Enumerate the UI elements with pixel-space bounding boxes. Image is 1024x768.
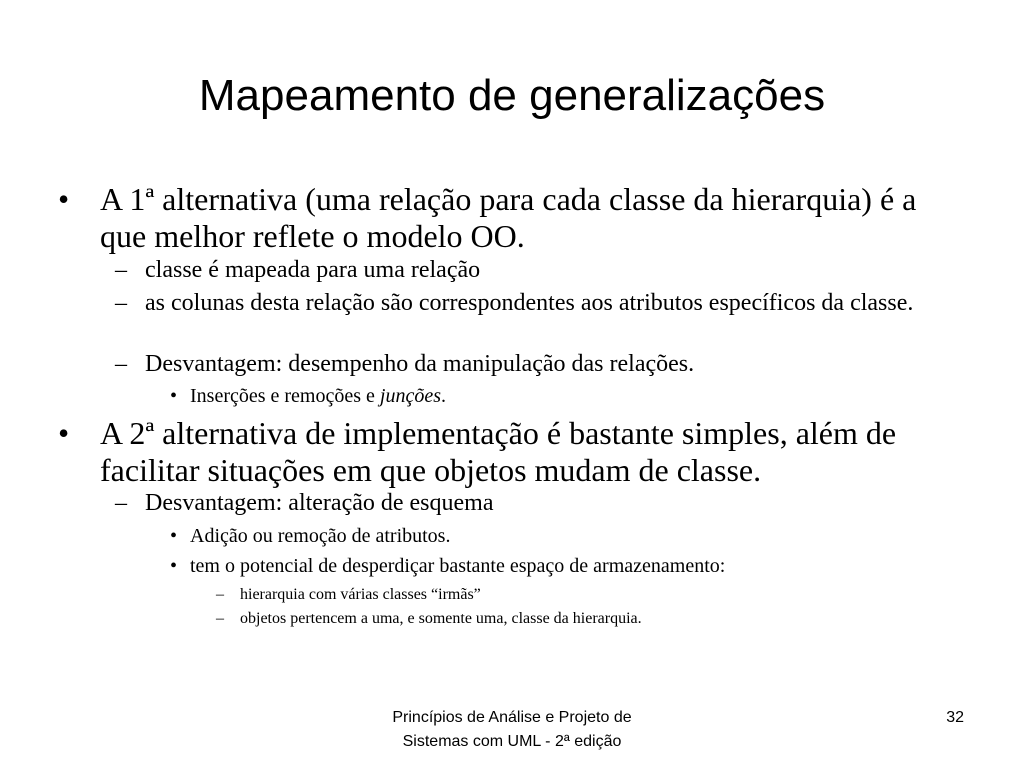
- bullet-1-sub-2-text: as colunas desta relação são correspondentes aos atributos específicos da classe.: [145, 290, 914, 316]
- text-prefix: Inserções e remoções e: [190, 385, 380, 407]
- bullet-1-text: A 1ª alternativa (uma relação para cada classe da hierarquia) é a que melhor reflete o modelo OO.: [100, 181, 917, 254]
- bullet-marker: •: [170, 525, 178, 547]
- bullet-2-sub-1-item-2-sub-1-text: hierarquia com várias classes “irmãs”: [240, 586, 481, 603]
- bullet-2-sub-1-item-1: [170, 524, 968, 548]
- dash-marker: –: [115, 490, 127, 516]
- dash-marker: –: [216, 610, 224, 627]
- bullet-2-sub-1-item-2: [170, 554, 968, 578]
- italic-term: junções: [379, 385, 441, 407]
- bullet-2-sub-1-item-2-sub-1: [216, 585, 968, 605]
- bullet-1-sub-3-item-1-text: [190, 384, 968, 408]
- footer-book-title: [312, 706, 712, 754]
- bullet-2-text: A 2ª alternativa de implementação é bastante simples, além de facilitar situações em que objetos mudam de classe.: [100, 415, 897, 488]
- dash-marker: –: [115, 290, 127, 316]
- bullet-marker: •: [170, 555, 178, 577]
- bullet-2-sub-1-item-2-sub-2-text: objetos pertencem a uma, e somente uma, classe da hierarquia.: [240, 610, 642, 627]
- footer-line-1: Princípios de Análise e Projeto de: [392, 709, 632, 726]
- bullet-marker: •: [170, 385, 178, 407]
- dash-marker: –: [115, 351, 127, 377]
- bullet-2: [58, 415, 968, 489]
- text-suffix: .: [441, 385, 446, 407]
- bullet-1-sub-3-item-1: [170, 384, 968, 408]
- dash-marker: –: [115, 257, 127, 283]
- bullet-1-sub-2: [115, 289, 968, 318]
- bullet-1: [58, 181, 968, 255]
- bullet-1-sub-1-text: classe é mapeada para uma relação: [145, 257, 481, 283]
- page-number: 32: [946, 709, 964, 726]
- footer-line-2: Sistemas com UML - 2ª edição: [402, 733, 622, 750]
- bullet-marker: •: [58, 181, 70, 217]
- bullet-2-sub-1-item-2-sub-2: [216, 609, 968, 629]
- bullet-1-sub-3-text: Desvantagem: desempenho da manipulação das relações.: [145, 351, 695, 377]
- bullet-marker: •: [58, 415, 70, 451]
- bullet-1-sub-1: [115, 256, 968, 285]
- bullet-1-sub-3: [115, 350, 968, 379]
- dash-marker: –: [216, 586, 224, 603]
- bullet-2-sub-1-item-1-text: Adição ou remoção de atributos.: [190, 525, 451, 547]
- slide-title: Mapeamento de generalizações: [198, 71, 826, 120]
- bullet-2-sub-1-item-2-text: tem o potencial de desperdiçar bastante espaço de armazenamento:: [190, 555, 726, 577]
- bullet-2-sub-1-text: Desvantagem: alteração de esquema: [145, 490, 494, 516]
- bullet-2-sub-1: [115, 489, 968, 518]
